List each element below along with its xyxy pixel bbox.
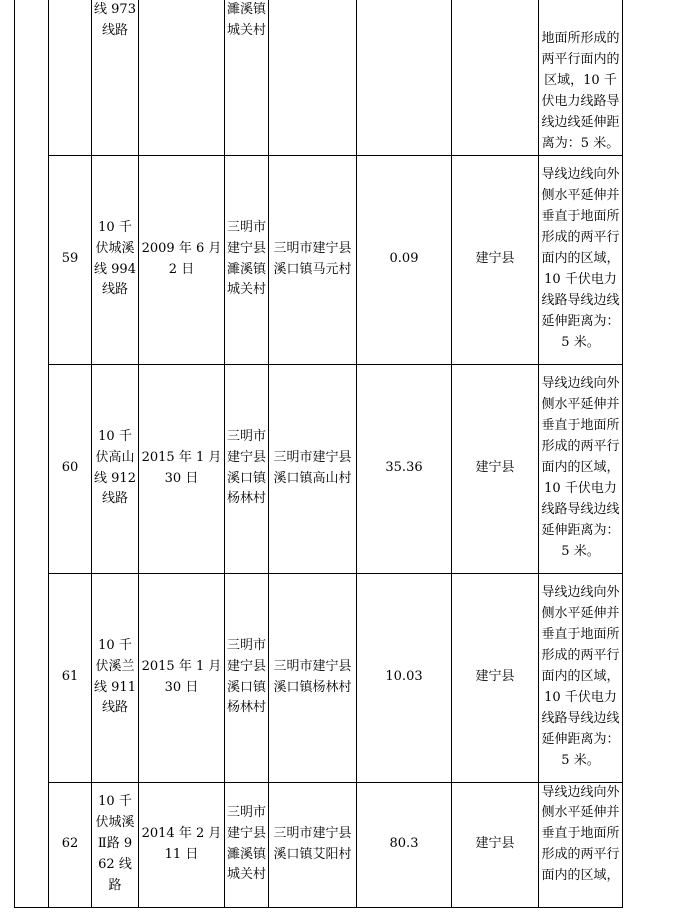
county: 建宁县 <box>452 782 539 907</box>
county: 建宁县 <box>452 155 539 364</box>
county: 建宁县 <box>452 364 539 573</box>
commission-date: 2009 年 6 月 2 日 <box>139 155 225 364</box>
protection-zone-description: 导线边线向外侧水平延伸并垂直于地面所形成的两平行面内的区域， <box>539 782 623 907</box>
table-row <box>15 155 623 364</box>
protection-zone-description: 导线边线向外侧水平延伸并垂直于地面所形成的两平行面内的区域，10 千伏电力线路导线边线延伸距离为：5 米。 <box>539 364 623 573</box>
end-location: 三明市建宁县溪口镇杨林村 <box>269 573 357 782</box>
table-row <box>15 0 623 155</box>
power-line-table <box>14 0 623 908</box>
end-location: 三明市建宁县溪口镇马元村 <box>269 155 357 364</box>
commission-date <box>139 0 225 155</box>
table-row <box>15 364 623 573</box>
line-name: 10 千伏城溪线 994 线路 <box>92 155 139 364</box>
row-number: 60 <box>49 364 92 573</box>
line-length <box>357 0 452 155</box>
row-number: 61 <box>49 573 92 782</box>
end-location <box>269 0 357 155</box>
line-name: 10 千伏溪兰线 911 线路 <box>92 573 139 782</box>
line-length: 10.03 <box>357 573 452 782</box>
protection-zone-description: 地面所形成的两平行面内的区域，10 千伏电力线路导线边线延伸距离为：5 米。 <box>539 0 623 155</box>
table-row <box>15 782 623 907</box>
commission-date: 2015 年 1 月 30 日 <box>139 364 225 573</box>
line-length: 0.09 <box>357 155 452 364</box>
row-number: 62 <box>49 782 92 907</box>
line-name: 10 千伏高山线 912 线路 <box>92 364 139 573</box>
protection-zone-description: 导线边线向外侧水平延伸并垂直于地面所形成的两平行面内的区域，10 千伏电力线路导线边线延伸距离为：5 米。 <box>539 573 623 782</box>
end-location: 三明市建宁县溪口镇艾阳村 <box>269 782 357 907</box>
line-name: 线 973 线路 <box>92 0 139 155</box>
line-name: 10 千伏城溪Ⅱ路 962 线路 <box>92 782 139 907</box>
end-location: 三明市建宁县溪口镇高山村 <box>269 364 357 573</box>
line-length: 35.36 <box>357 364 452 573</box>
blank-column-cell <box>15 0 49 907</box>
start-location: 三明市建宁县濉溪镇城关村 <box>225 155 269 364</box>
commission-date: 2015 年 1 月 30 日 <box>139 573 225 782</box>
county: 建宁县 <box>452 573 539 782</box>
start-location: 三明市建宁县溪口镇杨林村 <box>225 364 269 573</box>
row-number <box>49 0 92 155</box>
start-location: 三明市建宁县溪口镇杨林村 <box>225 573 269 782</box>
start-location: 濉溪镇城关村 <box>225 0 269 155</box>
county <box>452 0 539 155</box>
commission-date: 2014 年 2 月 11 日 <box>139 782 225 907</box>
row-number: 59 <box>49 155 92 364</box>
line-length: 80.3 <box>357 782 452 907</box>
protection-zone-description: 导线边线向外侧水平延伸并垂直于地面所形成的两平行面内的区域，10 千伏电力线路导线边线延伸距离为：5 米。 <box>539 155 623 364</box>
table-row <box>15 573 623 782</box>
start-location: 三明市建宁县濉溪镇城关村 <box>225 782 269 907</box>
